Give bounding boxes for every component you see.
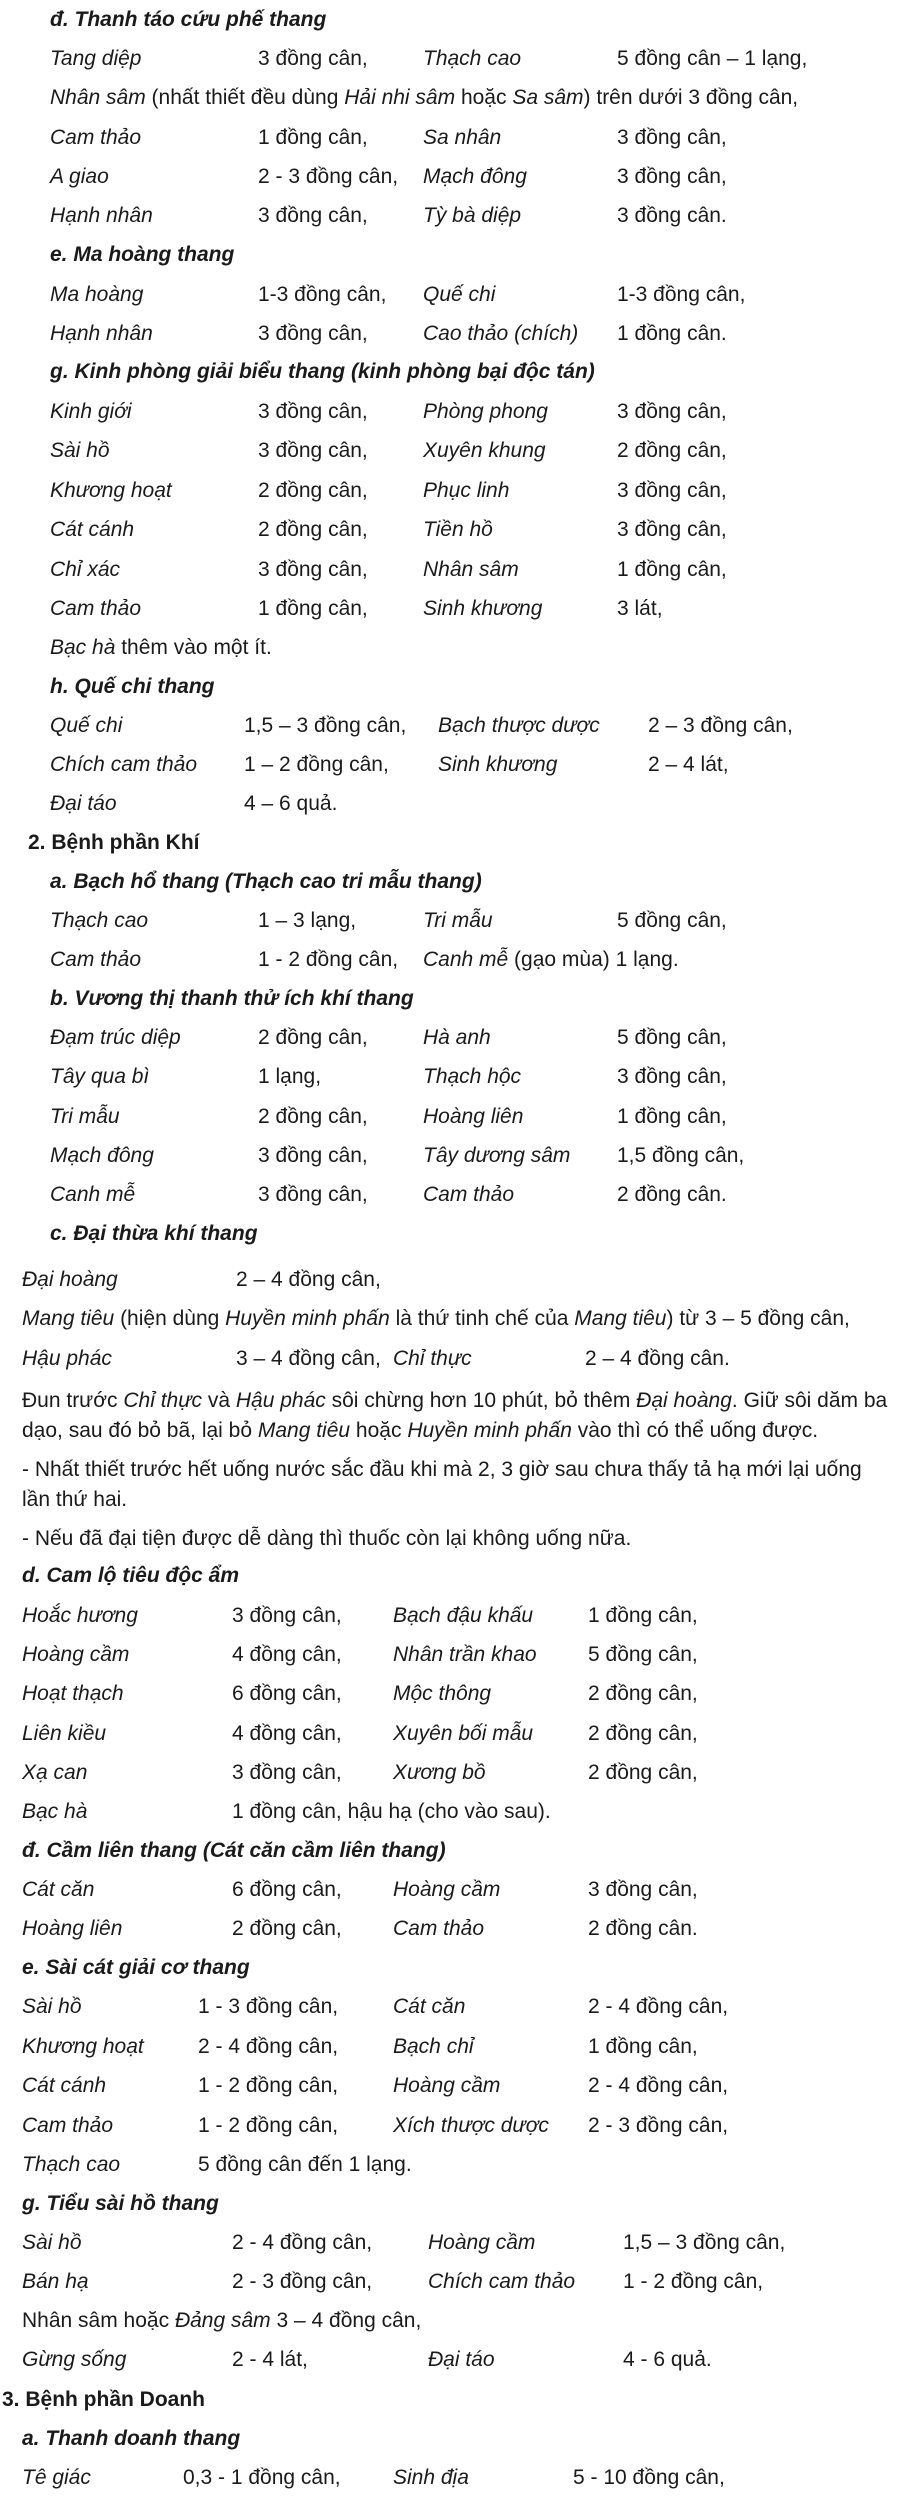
ingredient-name: Bạc hà: [22, 1800, 88, 1823]
ingredient-dose: 2 - 3 đồng cân,: [258, 165, 399, 188]
ingredient-name: Cam thảo: [50, 126, 142, 149]
ingredient-dose: 3 đồng cân,: [232, 1604, 342, 1627]
ingredient-dose: 3 đồng cân,: [617, 126, 727, 149]
ingredient-dose: 3 đồng cân,: [617, 1065, 727, 1088]
ingredient-name: Bạch thược dược: [438, 714, 600, 737]
ingredient-dose: 3 đồng cân,: [258, 1183, 368, 1206]
ingredient-dose: 4 – 6 quả.: [244, 792, 338, 815]
herb-name: Cam thảo: [50, 948, 142, 971]
ingredient-dose: 2 - 3 đồng cân,: [232, 2270, 373, 2293]
ingredient-dose: 2 đồng cân.: [617, 1183, 727, 1206]
text-line: [22, 2307, 421, 2335]
ingredient-name: Phục linh: [423, 479, 510, 502]
ingredient-name: Xích thược dược: [393, 2114, 549, 2137]
ingredient-dose: 1 đồng cân, hậu hạ (cho vào sau).: [232, 1800, 551, 1823]
ingredient-dose: 4 - 6 quả.: [623, 2348, 712, 2371]
ingredient-dose: 2 - 4 đồng cân,: [588, 1995, 729, 2018]
ingredient-name: Thạch hộc: [423, 1065, 522, 1088]
text-run: hoặc: [455, 86, 513, 109]
section-heading: 2. Bệnh phần Khí: [28, 831, 200, 854]
text-line: [22, 1305, 850, 1333]
ingredient-name: Khương hoạt: [50, 479, 172, 502]
herb-name: Chỉ thực: [123, 1389, 203, 1412]
ingredient-name: Tiền hồ: [423, 518, 493, 541]
ingredient-dose: 3 – 4 đồng cân,: [236, 1347, 381, 1370]
ingredient-dose: 1 đồng cân,: [588, 1604, 698, 1627]
paragraph: [22, 1455, 892, 1515]
ingredient-name: Tang diệp: [50, 47, 142, 70]
ingredient-name: Hạnh nhân: [50, 204, 153, 227]
ingredient-dose: 0,3 - 1 đồng cân,: [183, 2466, 341, 2489]
ingredient-dose: 1 đồng cân,: [617, 1105, 727, 1128]
ingredient-dose: 4 đồng cân,: [232, 1722, 342, 1745]
ingredient-name: Mạch đông: [50, 1144, 154, 1167]
ingredient-dose: 1 - 2 đồng cân,: [623, 2270, 764, 2293]
ingredient-dose: 1 đồng cân,: [588, 2035, 698, 2058]
subsection-heading: c. Đại thừa khí thang: [50, 1222, 258, 1245]
text-run: (gạo mùa) 1 lạng.: [508, 948, 679, 971]
ingredient-name: Xạ can: [22, 1761, 88, 1784]
text-run: 3 – 4 đồng cân,: [270, 2309, 422, 2332]
ingredient-dose: 3 đồng cân,: [588, 1878, 698, 1901]
ingredient-name: Sinh khương: [438, 753, 558, 776]
ingredient-name: Ma hoàng: [50, 283, 144, 306]
ingredient-dose: 1 - 3 đồng cân,: [198, 1995, 339, 2018]
ingredient-dose: 1 - 2 đồng cân,: [258, 948, 399, 971]
ingredient-name: Tri mẫu: [50, 1105, 120, 1128]
text-run: Đun trước: [22, 1389, 124, 1412]
ingredient-name: Sinh địa: [393, 2466, 469, 2489]
ingredient-dose: 1,5 đồng cân,: [617, 1144, 745, 1167]
ingredient-dose: 2 – 3 đồng cân,: [648, 714, 793, 737]
ingredient-name: Hạnh nhân: [50, 322, 153, 345]
ingredient-name: Sinh khương: [423, 597, 543, 620]
herb-name: Mang tiêu: [22, 1307, 115, 1330]
ingredient-name: Cát cánh: [50, 518, 135, 541]
ingredient-name: Phòng phong: [423, 400, 548, 423]
ingredient-name: Hoàng liên: [423, 1105, 524, 1128]
ingredient-name: Tri mẫu: [423, 909, 493, 932]
herb-name: Huyền minh phấn: [407, 1419, 572, 1442]
ingredient-dose: 1 - 2 đồng cân,: [198, 2074, 339, 2097]
ingredient-name: Hoàng liên: [22, 1917, 123, 1940]
ingredient-name: Nhân trần khao: [393, 1643, 537, 1666]
herb-name: Hải nhi sâm: [344, 86, 456, 109]
ingredient-dose: 1 đồng cân,: [258, 597, 368, 620]
text-run: ) trên dưới 3 đồng cân,: [583, 86, 799, 109]
ingredient-name: Hà anh: [423, 1026, 491, 1049]
subsection-heading: đ. Cầm liên thang (Cát căn cầm liên thang): [22, 1839, 446, 1862]
herb-name: Huyền minh phấn: [225, 1307, 390, 1330]
ingredient-name: Chỉ xác: [50, 558, 121, 581]
ingredient-name: Bạch đậu khấu: [393, 1604, 534, 1627]
ingredient-dose: 3 đồng cân,: [617, 400, 727, 423]
text-line: [50, 84, 798, 112]
ingredient-name: Sài hồ: [50, 439, 110, 462]
text-run: thêm vào một ít.: [115, 636, 272, 659]
ingredient-dose: 1,5 – 3 đồng cân,: [244, 714, 407, 737]
ingredient-name: Tê giác: [22, 2466, 91, 2489]
subsection-heading: d. Cam lộ tiêu độc ẩm: [22, 1564, 240, 1587]
ingredient-name: Hoắc hương: [22, 1604, 138, 1627]
herb-name: Đảng sâm: [174, 2309, 271, 2332]
ingredient-dose: 5 đồng cân,: [617, 909, 727, 932]
ingredient-dose: 3 đồng cân,: [258, 1144, 368, 1167]
text-run: (nhất thiết đều dùng: [145, 86, 345, 109]
ingredient-dose: 1 đồng cân,: [258, 126, 368, 149]
text-run: - Nếu đã đại tiện được dễ dàng thì thuốc còn lại không uống nữa.: [22, 1527, 632, 1550]
ingredient-dose: 1-3 đồng cân,: [617, 283, 746, 306]
ingredient-name: Sài hồ: [22, 1995, 82, 2018]
text-line: [423, 946, 679, 974]
ingredient-name: Thạch cao: [423, 47, 522, 70]
subsection-heading: h. Quế chi thang: [50, 675, 215, 698]
text-run: và: [202, 1389, 236, 1412]
herb-name: Bạc hà: [50, 636, 116, 659]
ingredient-name: Hoàng cầm: [393, 1878, 501, 1901]
text-line: [50, 634, 272, 662]
subsection-heading: b. Vương thị thanh thử ích khí thang: [50, 987, 414, 1010]
ingredient-dose: 2 đồng cân,: [588, 1682, 698, 1705]
ingredient-name: Bán hạ: [22, 2270, 89, 2293]
ingredient-dose: 2 – 4 lát,: [648, 753, 729, 776]
ingredient-dose: 5 đồng cân – 1 lạng,: [617, 47, 808, 70]
ingredient-name: Xương bồ: [393, 1761, 486, 1784]
ingredient-dose: 2 đồng cân,: [258, 1105, 368, 1128]
ingredient-dose: 3 đồng cân,: [258, 204, 368, 227]
ingredient-name: Hoàng cầm: [393, 2074, 501, 2097]
subsection-heading: a. Thanh doanh thang: [22, 2427, 241, 2450]
ingredient-dose: 2 – 4 đồng cân.: [585, 1347, 730, 1370]
herb-name: Canh mễ: [423, 948, 509, 971]
ingredient-name: Chích cam thảo: [428, 2270, 576, 2293]
ingredient-dose: 3 đồng cân,: [258, 439, 368, 462]
ingredient-dose: 2 - 4 đồng cân,: [198, 2035, 339, 2058]
ingredient-dose: 3 đồng cân,: [258, 322, 368, 345]
ingredient-dose: 1 lạng,: [258, 1065, 322, 1088]
ingredient-name: Quế chi: [423, 283, 496, 306]
paragraph: [22, 1386, 892, 1446]
subsection-heading: e. Sài cát giải cơ thang: [22, 1956, 250, 1979]
herb-name: Đại hoàng: [636, 1389, 732, 1412]
section-heading: 3. Bệnh phần Doanh: [2, 2388, 206, 2411]
ingredient-name: Hoàng cầm: [428, 2231, 536, 2254]
herb-name: Hậu phác: [235, 1389, 326, 1412]
ingredient-name: Tỳ bà diệp: [423, 204, 522, 227]
ingredient-name: Quế chi: [50, 714, 123, 737]
ingredient-name: Canh mễ: [50, 1183, 136, 1206]
ingredient-dose: 2 đồng cân,: [258, 1026, 368, 1049]
herb-name: Mang tiêu: [257, 1419, 351, 1442]
herb-name: Mang tiêu: [574, 1307, 667, 1330]
ingredient-dose: 1 đồng cân,: [617, 558, 727, 581]
ingredient-dose: 3 đồng cân,: [617, 165, 727, 188]
text-run: vào thì có thể uống được.: [571, 1419, 819, 1442]
ingredient-dose: 1 – 2 đồng cân,: [244, 753, 389, 776]
ingredient-name: Sài hồ: [22, 2231, 82, 2254]
text-run: . Giữ sôi dăm ba dạo, sau đó bỏ bã, lại bỏ: [22, 1389, 888, 1442]
ingredient-dose: 2 đồng cân,: [588, 1722, 698, 1745]
herb-name: Sa sâm: [512, 86, 584, 109]
ingredient-dose: 4 đồng cân,: [232, 1643, 342, 1666]
ingredient-dose: 2 - 3 đồng cân,: [588, 2114, 729, 2137]
subsection-heading: g. Tiểu sài hồ thang: [22, 2192, 219, 2215]
ingredient-dose: 1-3 đồng cân,: [258, 283, 387, 306]
ingredient-name: Cam thảo: [22, 2114, 114, 2137]
ingredient-name: Chỉ thực: [393, 1347, 472, 1370]
ingredient-dose: 3 đồng cân,: [617, 518, 727, 541]
ingredient-name: Hoàng cầm: [22, 1643, 130, 1666]
ingredient-name: Thạch cao: [50, 909, 149, 932]
ingredient-name: Sa nhân: [423, 126, 502, 149]
ingredient-name: Hậu phác: [22, 1347, 112, 1370]
text-run: là thứ tinh chế của: [389, 1307, 575, 1330]
ingredient-name: Cao thảo (chích): [423, 322, 579, 345]
ingredient-dose: 2 đồng cân,: [258, 479, 368, 502]
ingredient-name: Đại táo: [428, 2348, 495, 2371]
ingredient-name: Liên kiều: [22, 1722, 107, 1745]
ingredient-name: Khương hoạt: [22, 2035, 144, 2058]
text-run: hoặc: [117, 2309, 175, 2332]
ingredient-dose: 3 đồng cân,: [258, 47, 368, 70]
ingredient-dose: 2 - 4 đồng cân,: [588, 2074, 729, 2097]
ingredient-dose: 3 đồng cân,: [258, 558, 368, 581]
ingredient-name: Nhân sâm: [423, 558, 519, 581]
text-run: (hiện dùng: [114, 1307, 226, 1330]
text-run: hoặc: [350, 1419, 408, 1442]
subsection-heading: g. Kinh phòng giải biểu thang (kinh phòng bại độc tán): [50, 360, 595, 383]
ingredient-dose: 5 đồng cân,: [617, 1026, 727, 1049]
text-line: [50, 946, 141, 974]
ingredient-name: Kinh giới: [50, 400, 132, 423]
ingredient-name: Thạch cao: [22, 2153, 121, 2176]
ingredient-name: Tây qua bì: [50, 1065, 150, 1088]
ingredient-dose: 2 đồng cân,: [258, 518, 368, 541]
herb-name: Nhân sâm: [50, 86, 146, 109]
subsection-heading: a. Bạch hổ thang (Thạch cao tri mẫu thang): [50, 870, 482, 893]
ingredient-dose: 2 - 4 đồng cân,: [232, 2231, 373, 2254]
ingredient-dose: 2 – 4 đồng cân,: [236, 1268, 381, 1291]
ingredient-name: Đạm trúc diệp: [50, 1026, 181, 1049]
ingredient-dose: 5 đồng cân đến 1 lạng.: [198, 2153, 412, 2176]
ingredient-name: Cát căn: [22, 1878, 95, 1901]
ingredient-name: Mạch đông: [423, 165, 527, 188]
ingredient-name: Đại táo: [50, 792, 117, 815]
subsection-heading: e. Ma hoàng thang: [50, 243, 235, 266]
ingredient-name: Xuyên bối mẫu: [393, 1722, 534, 1745]
ingredient-dose: 3 đồng cân,: [617, 479, 727, 502]
ingredient-dose: 2 - 4 lát,: [232, 2348, 308, 2371]
ingredient-name: Bạch chỉ: [393, 2035, 474, 2058]
ingredient-dose: 3 đồng cân,: [258, 400, 368, 423]
ingredient-name: A giao: [50, 165, 109, 188]
ingredient-name: Xuyên khung: [423, 439, 546, 462]
ingredient-dose: 5 - 10 đồng cân,: [573, 2466, 725, 2489]
text-run: sôi chừng hơn 10 phút, bỏ thêm: [325, 1389, 637, 1412]
ingredient-name: Đại hoàng: [22, 1268, 118, 1291]
ingredient-name: Tây dương sâm: [423, 1144, 571, 1167]
ingredient-dose: 1 - 2 đồng cân,: [198, 2114, 339, 2137]
ingredient-dose: 2 đồng cân,: [588, 1761, 698, 1784]
paragraph: [22, 1524, 892, 1554]
ingredient-name: Chích cam thảo: [50, 753, 198, 776]
ingredient-dose: 1 đồng cân.: [617, 322, 727, 345]
ingredient-name: Cam thảo: [393, 1917, 485, 1940]
ingredient-dose: 3 lát,: [617, 597, 663, 620]
subsection-heading: đ. Thanh táo cứu phế thang: [50, 8, 327, 31]
ingredient-dose: 3 đồng cân.: [617, 204, 727, 227]
ingredient-dose: 6 đồng cân,: [232, 1878, 342, 1901]
text-run: - Nhất thiết trước hết uống nước sắc đầu khi mà 2, 3 giờ sau chưa thấy tả hạ mới lại uống lần thứ hai.: [22, 1458, 862, 1511]
ingredient-name: Cam thảo: [423, 1183, 515, 1206]
text-run: Nhân sâm: [22, 2309, 118, 2332]
ingredient-dose: 6 đồng cân,: [232, 1682, 342, 1705]
ingredient-dose: 2 đồng cân.: [588, 1917, 698, 1940]
ingredient-name: Cam thảo: [50, 597, 142, 620]
ingredient-name: Cát cánh: [22, 2074, 107, 2097]
text-run: ) từ 3 – 5 đồng cân,: [666, 1307, 850, 1330]
ingredient-dose: 3 đồng cân,: [232, 1761, 342, 1784]
ingredient-dose: 1 – 3 lạng,: [258, 909, 357, 932]
ingredient-dose: 2 đồng cân,: [232, 1917, 342, 1940]
ingredient-dose: 2 đồng cân,: [617, 439, 727, 462]
ingredient-name: Gừng sống: [22, 2348, 127, 2371]
ingredient-name: Mộc thông: [393, 1682, 492, 1705]
ingredient-name: Cát căn: [393, 1995, 466, 2018]
ingredient-name: Hoạt thạch: [22, 1682, 124, 1705]
ingredient-dose: 5 đồng cân,: [588, 1643, 698, 1666]
ingredient-dose: 1,5 – 3 đồng cân,: [623, 2231, 786, 2254]
